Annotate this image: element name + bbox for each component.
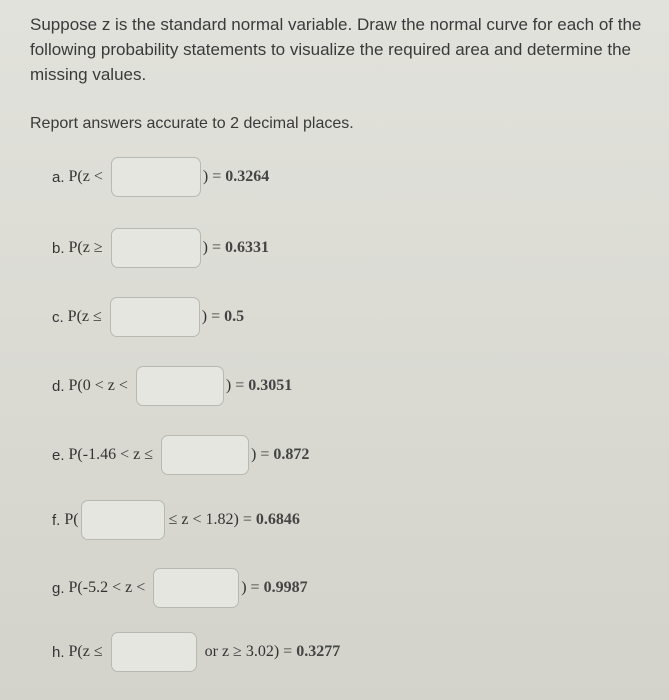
answer-input-a[interactable]	[111, 157, 201, 197]
answer-input-h[interactable]	[111, 632, 197, 672]
problem-rhs	[205, 643, 341, 661]
problem-rhs	[169, 511, 300, 529]
problem-a	[52, 157, 269, 197]
probability-value: 0.6846	[255, 511, 300, 528]
problem-label: a.	[52, 168, 65, 186]
problem-prefix: P(z ≤	[68, 643, 103, 660]
answer-input-c[interactable]	[110, 297, 200, 337]
probability-value: 0.3264	[225, 168, 270, 185]
problem-prefix: P(z ≤	[67, 308, 102, 325]
problem-prefix: P(0 < z <	[68, 377, 128, 394]
problem-d	[52, 366, 292, 406]
problem-c	[52, 297, 244, 337]
probability-value: 0.9987	[263, 579, 308, 596]
problem-label: f.	[52, 511, 61, 529]
probability-value: 0.5	[224, 308, 245, 325]
problem-rhs	[202, 308, 244, 326]
instructions-text: Suppose z is the standard normal variable. Draw the normal curve for each of the following probability statements to visualize the required area and determine the missing values.	[30, 15, 642, 84]
answer-input-f[interactable]	[81, 500, 165, 540]
problem-prefix: P(z ≥	[68, 239, 103, 256]
problem-suffix: ) =	[202, 168, 222, 185]
problem-suffix: or z ≥ 3.02) =	[204, 643, 293, 660]
problem-suffix: ≤ z < 1.82) =	[168, 511, 252, 528]
problem-rhs	[203, 168, 269, 186]
problem-label: e.	[52, 446, 65, 464]
probability-value: 0.3277	[296, 643, 341, 660]
problem-rhs	[241, 579, 307, 597]
probability-value: 0.872	[273, 446, 310, 463]
problem-e	[52, 435, 309, 475]
problem-prefix: P(	[64, 511, 79, 528]
problem-rhs	[226, 377, 292, 395]
probability-value: 0.6331	[224, 239, 269, 256]
problem-prefix: P(-1.46 < z ≤	[68, 446, 153, 463]
answer-input-d[interactable]	[136, 366, 224, 406]
problem-suffix: ) =	[241, 579, 260, 596]
problem-label: g.	[52, 579, 65, 597]
problem-suffix: ) =	[250, 446, 270, 463]
problem-label: c.	[52, 308, 64, 326]
problem-g	[52, 568, 308, 608]
answer-input-g[interactable]	[153, 568, 239, 608]
problem-suffix: ) =	[201, 308, 221, 325]
problem-label: d.	[52, 377, 65, 395]
probability-value: 0.3051	[248, 377, 293, 394]
problem-suffix: ) =	[225, 377, 245, 394]
problem-prefix: P(-5.2 < z <	[68, 579, 146, 596]
problem-rhs	[251, 446, 309, 464]
problem-prefix: P(z <	[68, 168, 103, 185]
problem-suffix: ) =	[202, 239, 221, 256]
precision-note: Report answers accurate to 2 decimal places.	[30, 115, 354, 132]
answer-input-b[interactable]	[111, 228, 201, 268]
problem-rhs	[203, 239, 269, 257]
problem-label: h.	[52, 643, 65, 661]
problem-b	[52, 228, 269, 268]
problem-f	[52, 500, 300, 540]
problem-label: b.	[52, 239, 65, 257]
problem-h	[52, 632, 340, 672]
answer-input-e[interactable]	[161, 435, 249, 475]
